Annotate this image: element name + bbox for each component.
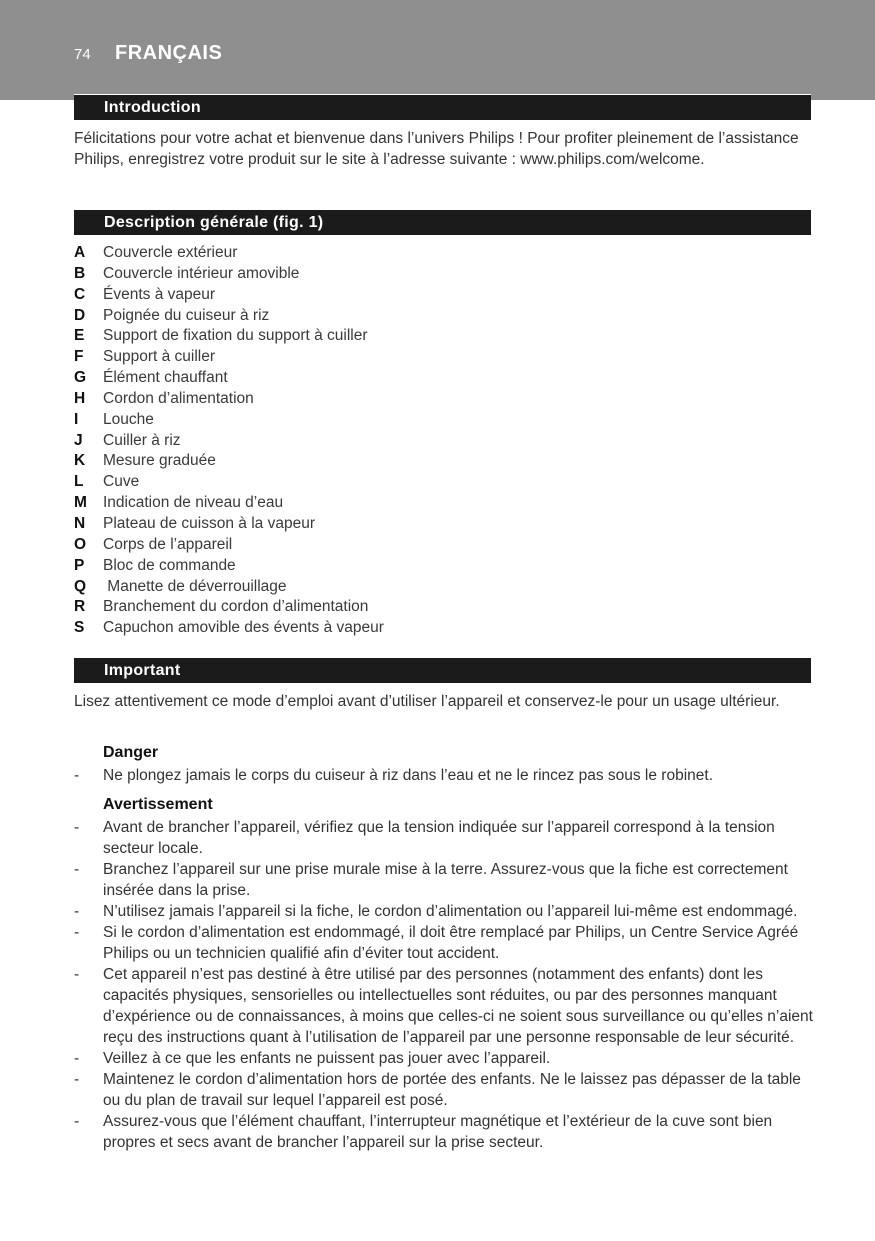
part-letter: G bbox=[74, 369, 87, 387]
page-number: 74 bbox=[74, 46, 91, 63]
bullet-text: Avant de brancher l’appareil, vérifiez que la tension indiquée sur l’appareil correspond à la tension secteur locale. bbox=[103, 819, 775, 857]
parts-list-item bbox=[74, 493, 384, 514]
part-letter: I bbox=[74, 410, 79, 428]
part-letter: M bbox=[74, 494, 87, 512]
warning-bullet: - Maintenez le cordon d’alimentation hors de portée des enfants. Ne le laissez pas dépasser de la table ou du plan de travail sur lequel l’appareil est posé. bbox=[74, 1071, 801, 1109]
bullet-text: Cet appareil n’est pas destiné à être utilisé par des personnes (notamment des enfants) dont les capacités physiques, sensorielles ou intellectuelles sont réduites, ou par des personnes manquant d’expérience ou de connaissances, à moins que celles-ci ne soient sous surveillance ou qu’elles n’aient reçu des instructions quant à l’utilisation de l’appareil par une personne responsable de leur sécurité. bbox=[103, 966, 813, 1046]
section-heading-important bbox=[74, 657, 811, 683]
parts-list-item bbox=[74, 577, 384, 598]
section-title: Introduction bbox=[104, 99, 201, 116]
part-label: Corps de l’appareil bbox=[103, 535, 233, 553]
part-label: Cordon d’alimentation bbox=[103, 389, 254, 407]
part-label: Indication de niveau d’eau bbox=[103, 494, 284, 512]
bullet-text: Assurez-vous que l’élément chauffant, l’interrupteur magnétique et l’extérieur de la cuve sont bien propres et secs avant de brancher l’appareil sur la prise secteur. bbox=[103, 1113, 773, 1151]
warning-bullet: - Avant de brancher l’appareil, vérifiez que la tension indiquée sur l’appareil correspond à la tension secteur locale. bbox=[74, 819, 775, 857]
part-letter: J bbox=[74, 431, 83, 449]
part-label: Branchement du cordon d’alimentation bbox=[103, 598, 369, 616]
parts-list-item bbox=[74, 285, 384, 306]
parts-list-item bbox=[74, 306, 384, 327]
part-label: Élément chauffant bbox=[103, 369, 228, 387]
bullet-text: Ne plongez jamais le corps du cuiseur à riz dans l’eau et ne le rincez pas sous le robinet. bbox=[103, 767, 713, 784]
introduction-text: Félicitations pour votre achat et bienvenue dans l’univers Philips ! Pour profiter pleinement de l’assistance Philips, enregistrez votre produit sur le site à l’adresse suivante : www.philips.com/welcome. bbox=[74, 130, 799, 168]
parts-list-item bbox=[74, 389, 384, 410]
parts-list-item bbox=[74, 326, 384, 347]
section-heading-introduction bbox=[74, 94, 811, 120]
part-label: Poignée du cuiseur à riz bbox=[103, 306, 270, 324]
part-letter: P bbox=[74, 556, 85, 574]
part-letter: C bbox=[74, 285, 86, 303]
warning-bullet: - N’utilisez jamais l’appareil si la fiche, le cordon d’alimentation ou l’appareil lui-même est endommagé. bbox=[74, 903, 798, 920]
part-letter: S bbox=[74, 619, 85, 637]
danger-bullet: - Ne plongez jamais le corps du cuiseur à riz dans l’eau et ne le rincez pas sous le robinet. bbox=[74, 767, 713, 784]
language-title: FRANÇAIS bbox=[115, 42, 223, 64]
part-letter: R bbox=[74, 598, 86, 616]
warning-bullet: - Veillez à ce que les enfants ne puissent pas jouer avec l’appareil. bbox=[74, 1050, 551, 1067]
bullet-text: Si le cordon d’alimentation est endommagé, il doit être remplacé par Philips, un Centre Service Agréé Philips ou un technicien qualifié afin d’éviter tout accident. bbox=[103, 924, 799, 962]
parts-list-item bbox=[74, 243, 384, 264]
part-label: Support de fixation du support à cuiller bbox=[103, 327, 368, 345]
section-heading-description bbox=[74, 209, 811, 235]
danger-list bbox=[74, 765, 814, 786]
part-label: Cuiller à riz bbox=[103, 431, 181, 449]
parts-list-item bbox=[74, 264, 384, 285]
parts-list-item bbox=[74, 618, 384, 639]
parts-list-item bbox=[74, 535, 384, 556]
important-intro: Lisez attentivement ce mode d’emploi avant d’utiliser l’appareil et conservez-le pour un usage ultérieur. bbox=[74, 693, 780, 710]
bullet-text: Veillez à ce que les enfants ne puissent pas jouer avec l’appareil. bbox=[103, 1050, 551, 1067]
part-label: Mesure graduée bbox=[103, 452, 216, 470]
warning-bullet: - Assurez-vous que l’élément chauffant, l’interrupteur magnétique et l’extérieur de la cuve sont bien propres et secs avant de brancher l’appareil sur la prise secteur. bbox=[74, 1113, 773, 1151]
part-label: Couvercle intérieur amovible bbox=[103, 264, 300, 282]
part-letter: D bbox=[74, 306, 86, 324]
parts-list-item bbox=[74, 410, 384, 431]
parts-list-item bbox=[74, 451, 384, 472]
part-letter: A bbox=[74, 244, 86, 261]
warning-bullet: - Cet appareil n’est pas destiné à être utilisé par des personnes (notamment des enfants) dont les capacités physiques, sensorielles ou intellectuelles sont réduites, ou par des personnes manquant d’expérience ou de connaissances, à moins que celles-ci ne soient sous surveillance ou qu’elles n’aient reçu des instructions quant à l’utilisation de l’appareil par une personne responsable de leur sécurité. bbox=[74, 966, 813, 1046]
parts-list bbox=[74, 243, 384, 639]
parts-list-item bbox=[74, 431, 384, 452]
parts-list-item bbox=[74, 368, 384, 389]
part-letter: F bbox=[74, 348, 84, 366]
part-letter: L bbox=[74, 473, 84, 491]
parts-list-item bbox=[74, 347, 384, 368]
danger-heading: Danger bbox=[103, 744, 159, 761]
part-letter: E bbox=[74, 327, 85, 345]
part-label: Plateau de cuisson à la vapeur bbox=[103, 514, 315, 532]
parts-list-item bbox=[74, 597, 384, 618]
header-band bbox=[0, 0, 875, 100]
bullet-text: Maintenez le cordon d’alimentation hors de portée des enfants. Ne le laissez pas dépasser de la table ou du plan de travail sur lequel l’appareil est posé. bbox=[103, 1071, 801, 1109]
warning-bullet: - Branchez l’appareil sur une prise murale mise à la terre. Assurez-vous que la fiche est correctement insérée dans la prise. bbox=[74, 861, 788, 899]
part-letter: H bbox=[74, 389, 86, 407]
part-letter: K bbox=[74, 452, 86, 470]
part-label: Évents à vapeur bbox=[103, 285, 216, 303]
warning-list bbox=[74, 817, 814, 1153]
part-label: Manette de déverrouillage bbox=[103, 577, 287, 595]
parts-list-item bbox=[74, 472, 384, 493]
bullet-text: Branchez l’appareil sur une prise murale mise à la terre. Assurez-vous que la fiche est correctement insérée dans la prise. bbox=[103, 861, 788, 899]
warning-heading: Avertissement bbox=[103, 796, 213, 813]
parts-list-item bbox=[74, 514, 384, 535]
warning-bullet: - Si le cordon d’alimentation est endommagé, il doit être remplacé par Philips, un Centre Service Agréé Philips ou un technicien qualifié afin d’éviter tout accident. bbox=[74, 924, 799, 962]
part-letter: N bbox=[74, 514, 86, 532]
parts-list-item bbox=[74, 556, 384, 577]
part-letter: B bbox=[74, 264, 86, 282]
part-label: Cuve bbox=[103, 473, 140, 491]
part-label: Louche bbox=[103, 410, 154, 428]
part-label: Capuchon amovible des évents à vapeur bbox=[103, 619, 384, 637]
section-title: Description générale (fig. 1) bbox=[104, 214, 324, 231]
section-title: Important bbox=[104, 662, 181, 679]
part-label: Support à cuiller bbox=[103, 348, 216, 366]
part-letter: O bbox=[74, 535, 87, 553]
part-letter: Q bbox=[74, 577, 87, 595]
bullet-text: N’utilisez jamais l’appareil si la fiche, le cordon d’alimentation ou l’appareil lui-même est endommagé. bbox=[103, 903, 798, 920]
part-label: Bloc de commande bbox=[103, 556, 236, 574]
part-label: Couvercle extérieur bbox=[103, 244, 238, 261]
